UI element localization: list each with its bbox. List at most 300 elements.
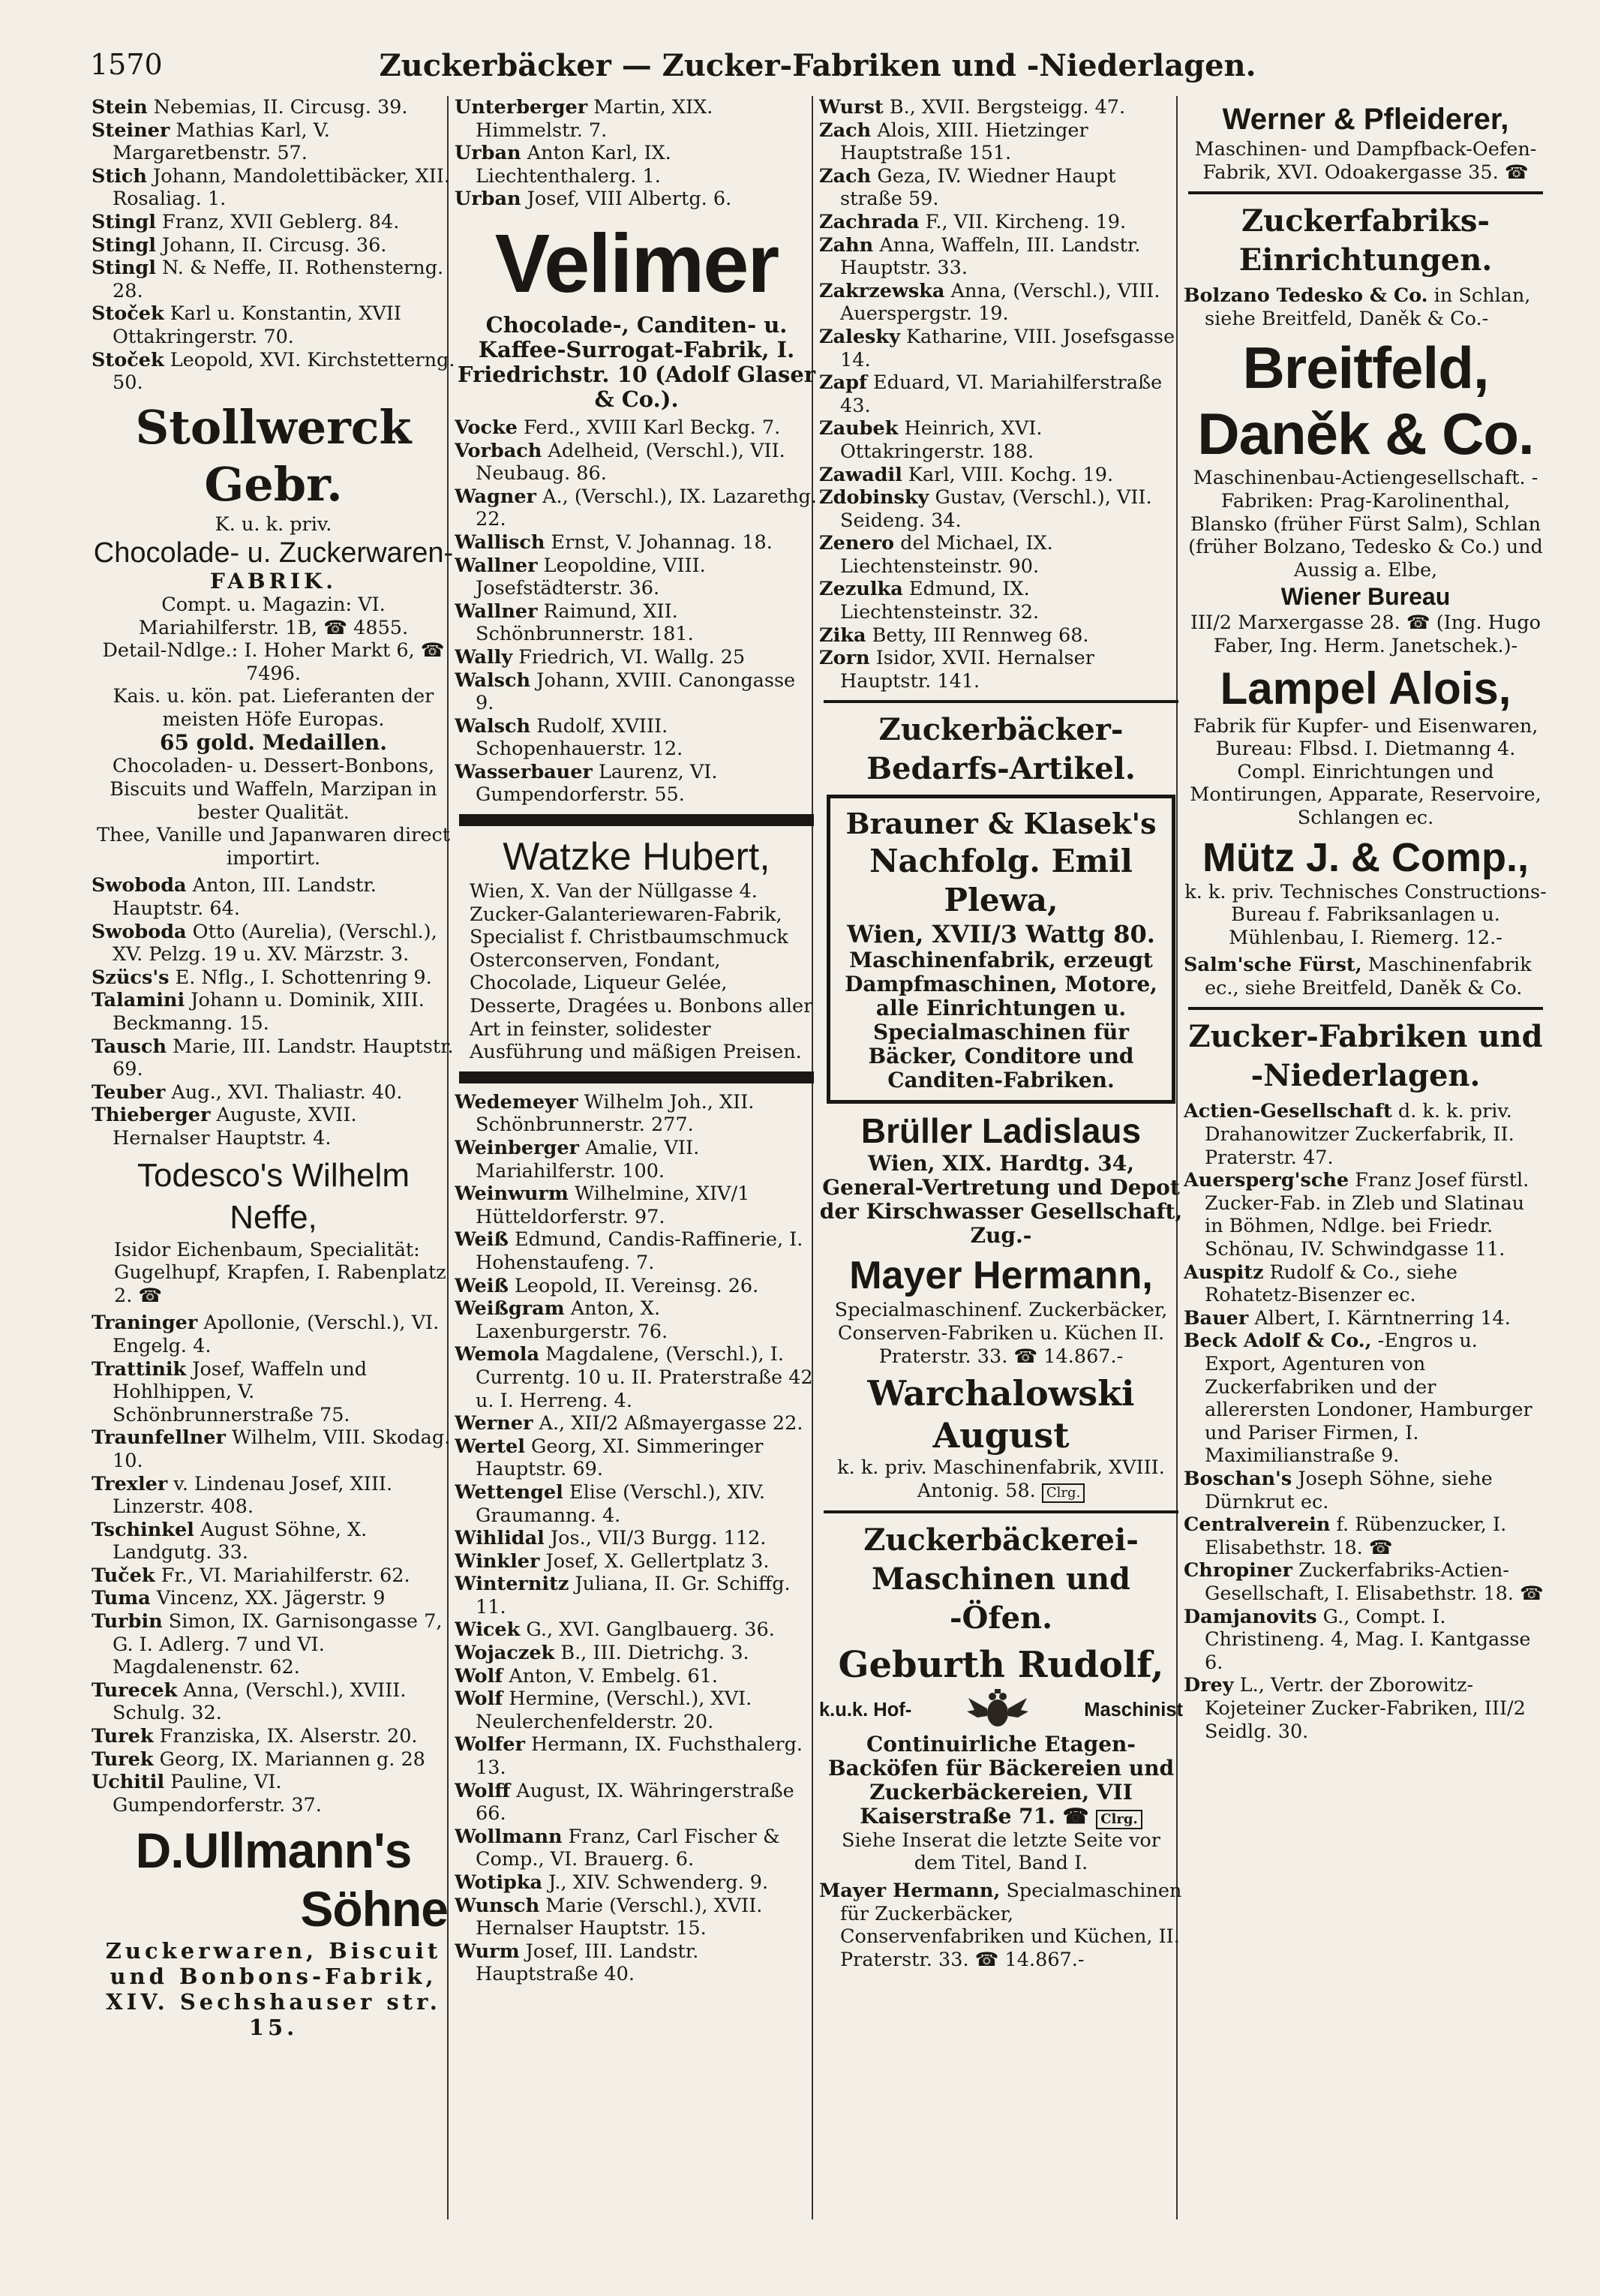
entry-list (1184, 1100, 1547, 1743)
list-item (455, 96, 818, 142)
ad-line: 65 gold. Medaillen. (159, 730, 388, 756)
list-item (92, 1725, 455, 1748)
entry-name: Wasserbauer (455, 760, 593, 783)
entry-text: Franz Josef fürstl. Zucker-Fab. in Zleb und Slatinau in Böhmen, Ndlge. bei Friedr. Schönau, IV. Schwindgasse 11. (1205, 1169, 1529, 1261)
entry-name: Trattinik (92, 1357, 187, 1381)
entry-name: Wolf (455, 1687, 503, 1711)
entry-name: Auersperg'sche (1184, 1169, 1349, 1192)
ad-text: Specialmaschinenf. Zuckerbäcker, Conserven-Fabriken u. Küchen II. Praterstr. 33. ☎ 14.867.- (834, 1299, 1168, 1368)
column-3 (819, 96, 1183, 2219)
page-header (90, 44, 1545, 89)
ad-title: Stollwerck Gebr. (135, 399, 412, 512)
ad-line: Wiener Bureau (1280, 583, 1451, 611)
entry-text: f. Rübenzucker, I. Elisabethstr. 18. ☎ (1205, 1513, 1507, 1559)
entry-text: Fr., VI. Mariahilferstr. 62. (155, 1564, 410, 1587)
entry-text: Leopold, II. Vereinsg. 26. (508, 1274, 759, 1297)
entry-text: J., XIV. Schwenderg. 9. (542, 1871, 769, 1894)
entry-text: Marie, III. Landstr. Hauptstr. 69. (113, 1035, 454, 1081)
list-item (819, 234, 1183, 280)
ad-line: FABRIK. (209, 569, 338, 594)
entry-name: Zenero (819, 532, 895, 555)
column-2 (455, 96, 818, 2219)
entry-name: Centralverein (1184, 1513, 1331, 1537)
ad-text-body: k. k. priv. Maschinenfabrik, XVIII. Antonig. 58. (837, 1456, 1165, 1502)
entry-text: d. k. k. priv. Drahanowitzer Zuckerfabrik, II. Praterstr. 47. (1205, 1100, 1514, 1169)
list-item (92, 1081, 455, 1104)
entry-name: Weinberger (455, 1137, 579, 1159)
list-item (1184, 1307, 1547, 1330)
list-item (455, 1091, 818, 1137)
entry-name: Teuber (92, 1080, 166, 1104)
page-number: 1570 (90, 48, 163, 81)
clearing-stamp: Clrg. (1042, 1483, 1085, 1503)
ad-text: Maschinenfabrik, erzeugt Dampfmaschinen, Motore, alle Einrichtungen u. Specialmaschinen für Bäcker, Conditore und Canditen-Fabriken. (845, 948, 1157, 1093)
ad-title: Söhne (300, 1881, 448, 1937)
list-item (92, 1104, 455, 1150)
entry-name: Wettengel (455, 1480, 563, 1504)
entry-name: Wemola (455, 1343, 539, 1366)
ad-line: Compt. u. Magazin: VI. Mariahilferstr. 1B, ☎ 4855. (138, 593, 409, 639)
entry-text: Aug., XVI. Thaliastr. 40. (165, 1080, 403, 1104)
list-item (455, 1780, 818, 1826)
ad-text: Chocolade-, Canditen- u. Kaffee-Surrogat-Fabrik, I. Friedrichstr. 10 (Adolf Glaser & Co.). (457, 311, 816, 412)
entry-name: Traninger (92, 1312, 198, 1335)
entry-text: Georg, IX. Mariannen g. 28 (153, 1748, 425, 1771)
entry-name: Stoček (92, 348, 164, 371)
entry-text: August, IX. Währingerstraße 66. (476, 1779, 794, 1826)
entry-text: -Engros u. Export, Agenturen von Zuckerfabriken und der allerersten Londoner, Hamburger und Pariser Firmen, I. Maximilianstraße 9. (1205, 1330, 1532, 1468)
ad-text: Fabrik für Kupfer- und Eisenwaren, Bureau: Flbsd. I. Dietmanng 4. Compl. Einrichtungen und Montirungen, Apparate, Reservoire, Schlangen ec. (1190, 714, 1541, 829)
entry-text: Raimund, XII. Schönbrunnerstr. 181. (476, 600, 694, 646)
list-item (92, 257, 455, 302)
list-item (92, 1358, 455, 1427)
ad-line: Thee, Vanille und Japanwaren direct importirt. (97, 824, 450, 870)
entry-text: Heinrich, XVI. Ottakringerstr. 188. (840, 417, 1043, 463)
list-item (1184, 1261, 1547, 1307)
entry-name: Stingl (92, 257, 156, 280)
entry-name: Wolf (455, 1664, 503, 1687)
entry-text: Katharine, VIII. Josefsgasse 14. (840, 325, 1175, 371)
entry-text: Franziska, IX. Alserstr. 20. (153, 1725, 418, 1748)
section-rule (824, 700, 1178, 703)
entry-text: Martin, XIX. Himmelstr. 7. (476, 96, 713, 142)
entry-list (455, 416, 818, 807)
ad-title: D.Ullmann's (135, 1823, 412, 1879)
list-item (819, 96, 1183, 119)
entry-text: August Söhne, X. Landgutg. 33. (113, 1518, 368, 1564)
list-item (455, 1228, 818, 1274)
ad-text: Wien, X. Van der Nüllgasse 4. Zucker-Galanteriewaren-Fabrik, Specialist f. Christbaumschmuck Osterconserven, Fondant, Chocolade, Liqueur Gelée, Desserte, Dragées u. Bonbons aller Art in feinster, solidester Ausführung und mäßigen Preisen. (470, 880, 813, 1064)
entry-name: Talamini (92, 989, 185, 1012)
entry-text: Karl u. Konstantin, XVII Ottakringerstr. 70. (113, 302, 401, 348)
entry-name: Szücs's (92, 966, 170, 989)
ad-title: Breitfeld, (1242, 335, 1489, 401)
list-item (455, 1550, 818, 1573)
entry-name: Swoboda (92, 920, 187, 943)
list-item (455, 1826, 818, 1871)
entry-text: Ferd., XVIII Karl Beckg. 7. (517, 416, 781, 439)
entry-name: Zach (819, 164, 872, 188)
entry-text: Rudolf & Co., siehe Rohatetz-Bisenzer ec. (1205, 1261, 1457, 1307)
list-item (1184, 1674, 1547, 1743)
entry-text: Wilhelm Joh., XII. Schönbrunnerstr. 277. (476, 1090, 755, 1137)
entry-name: Boschan's (1184, 1467, 1292, 1490)
list-item (1184, 1330, 1547, 1468)
entry-text: Friedrich, VI. Wallg. 25 (512, 645, 746, 669)
entry-text: E. Nflg., I. Schottenring 9. (169, 966, 432, 989)
ad-velimer (455, 215, 818, 412)
ad-stollwerck (92, 399, 455, 870)
entry-text: Isidor, XVII. Hernalser Hauptstr. 141. (840, 647, 1094, 693)
ad-ullmann (92, 1821, 455, 2040)
entry-name: Zika (819, 624, 866, 647)
ad-lampel (1184, 663, 1547, 830)
entry-text: A., (Verschl.), IX. Lazarethg. 22. (476, 485, 817, 531)
entry-text: Laurenz, VI. Gumpendorferstr. 55. (476, 760, 718, 807)
entry-text: Johann, II. Circusg. 36. (155, 233, 387, 257)
entry-text: Marie (Verschl.), XVII. Hernalser Hauptstr. 15. (476, 1894, 763, 1940)
list-item (455, 554, 818, 600)
entry-text: Maschinenfabrik ec., siehe Breitfeld, Daněk & Co. (1205, 954, 1532, 999)
ad-line: Kais. u. kön. pat. Lieferanten der meisten Höfe Europas. (113, 685, 434, 731)
entry-text: L., Vertr. der Zborowitz-Kojeteiner Zucker-Fabriken, III/2 Seidlg. 30. (1205, 1674, 1526, 1743)
entry-name: Turek (92, 1748, 154, 1771)
entry-list (92, 874, 455, 1150)
entry-text: Wilhelm, VIII. Skodag. 10. (113, 1426, 451, 1472)
list-item (455, 440, 818, 485)
list-item (92, 1610, 455, 1679)
ad-note: Siehe Inserat die letzte Seite vor dem Titel, Band I. (842, 1829, 1160, 1875)
entry-text: Rudolf, XVIII. Schopenhauerstr. 12. (476, 714, 683, 761)
entry-text: Mathias Karl, V. Margaretbenstr. 57. (113, 119, 330, 165)
list-item (455, 1642, 818, 1665)
entry-text: Joseph Söhne, siehe Dürnkrut ec. (1205, 1467, 1493, 1513)
ad-text: k. k. priv. Technisches Constructions-Bureau f. Fabriksanlagen u. Mühlenbau, I. Riemerg. 12.- (1184, 880, 1547, 949)
list-item (455, 1733, 818, 1779)
list-item (92, 1587, 455, 1610)
entry-text: B., III. Dietrichg. 3. (554, 1642, 749, 1665)
ad-text (819, 1456, 1183, 1503)
entry-list (819, 96, 1183, 693)
section-heading: Zucker-Fabriken und -Niederlagen. (1188, 1019, 1543, 1094)
ad-line: Chocolade- u. Zuckerwaren- (93, 537, 454, 569)
entry-list (92, 96, 455, 395)
entry-text: Leopold, XVI. Kirchstetterng. 50. (113, 348, 455, 395)
list-item (92, 966, 455, 990)
entry-name: Wojaczek (455, 1642, 555, 1665)
section-heading: Zuckerfabriks-Einrichtungen. (1238, 203, 1493, 278)
list-item (819, 211, 1183, 234)
entry-text: Josef, X. Gellertplatz 3. (539, 1549, 770, 1573)
ad-line: Detail-Ndlge.: I. Hoher Markt 6, ☎ 7496. (102, 639, 445, 685)
list-item (455, 1665, 818, 1688)
entry-name: Wallner (455, 600, 538, 623)
entry-name: Uchitil (92, 1771, 165, 1794)
entry-text: Vincenz, XX. Jägerstr. 9 (150, 1587, 386, 1610)
entry-name: Stingl (92, 233, 156, 257)
list-item (819, 647, 1183, 693)
list-item (92, 1519, 455, 1564)
section-heading: Zuckerbäcker-Bedarfs-Artikel. (866, 712, 1136, 787)
list-item (92, 1426, 455, 1472)
entry-text: Leopoldine, VIII. Josefstädterstr. 36. (476, 554, 706, 600)
entry-text: v. Lindenau Josef, XIII. Linzerstr. 408. (113, 1472, 393, 1519)
ad-title: Brüller Ladislaus (860, 1111, 1142, 1151)
entry-name: Drey (1184, 1674, 1234, 1697)
entry-name: Werner (455, 1412, 533, 1435)
list-item (455, 416, 818, 440)
list-item (819, 165, 1183, 211)
entry-text: F., VII. Kircheng. 19. (919, 210, 1127, 233)
list-item (819, 578, 1183, 624)
list-item (455, 1895, 818, 1940)
entry-list (455, 1091, 818, 1986)
ad-todesco (92, 1155, 455, 1308)
list-item (92, 1473, 455, 1519)
ad-text: Maschinen- und Dampfback-Oefen-Fabrik, XVI. Odoakergasse 35. ☎ (1194, 138, 1537, 184)
entry-name: Trexler (92, 1472, 168, 1495)
entry-name: Wurm (455, 1940, 520, 1963)
entry-text: Jos., VII/3 Burgg. 112. (544, 1527, 767, 1550)
entry-name: Beck Adolf & Co., (1184, 1330, 1372, 1353)
list-item (92, 234, 455, 257)
ad-title: Velimer (494, 217, 779, 310)
entry-name: Swoboda (92, 874, 187, 897)
list-item (455, 646, 818, 669)
entry-text: Anna, Waffeln, III. Landstr. Hauptstr. 33. (840, 233, 1141, 280)
column-1 (92, 96, 455, 2219)
entry-name: Weiß (455, 1274, 509, 1297)
list-item (455, 485, 818, 531)
entry-name: Wallisch (455, 530, 545, 554)
list-item (92, 921, 455, 966)
entry-name: Wicek (455, 1618, 521, 1642)
entry-name: Stich (92, 164, 147, 188)
list-item (1184, 1169, 1547, 1261)
list-item (455, 1275, 818, 1298)
list-item (819, 486, 1183, 532)
entry-name: Winternitz (455, 1573, 569, 1596)
list-item (455, 1618, 818, 1642)
ad-geburth (819, 1642, 1183, 1875)
entry-text: Johann, Mandolettibäcker, XII. Rosaliag. 1. (113, 164, 450, 211)
ad-line: Maschinist (1084, 1699, 1183, 1720)
entry-name: Turek (92, 1725, 154, 1748)
entry-text: Franz, XVII Geblerg. 84. (155, 210, 400, 233)
entry-text: Anna, (Verschl.), XVIII. Schulg. 32. (113, 1678, 407, 1725)
entry-name: Urban (455, 188, 521, 211)
double-eagle-icon (964, 1687, 1031, 1733)
list-item (92, 1679, 455, 1725)
ad-crest-line (819, 1687, 1183, 1733)
entry-text: Josef, VIII Albertg. 6. (521, 188, 732, 211)
section-heading: Zuckerbäckerei-Maschinen und -Öfen. (863, 1522, 1139, 1636)
ad-line: K. u. k. priv. (215, 512, 332, 536)
entry-text: del Michael, IX. Liechtensteinstr. 90. (840, 532, 1053, 578)
entry-text: Nebemias, II. Circusg. 39. (147, 96, 408, 119)
entry-text: Johann u. Dominik, XIII. Beckmanng. 15. (113, 989, 425, 1035)
list-item (819, 624, 1183, 648)
entry-text: Albert, I. Kärntnerring 14. (1248, 1306, 1511, 1330)
section-rule (1188, 1007, 1543, 1010)
list-item (92, 1564, 455, 1588)
entry-list (455, 96, 818, 211)
list-item (92, 119, 455, 165)
list-item (455, 669, 818, 715)
entry-name: Wurst (819, 96, 884, 119)
ad-brauner (827, 795, 1175, 1104)
entry-text: B., XVII. Bergsteigg. 47. (883, 96, 1126, 119)
entry-name: Chropiner (1184, 1559, 1292, 1582)
entry-name: Wunsch (455, 1894, 540, 1917)
entry-name: Traunfellner (92, 1426, 226, 1450)
list-item (92, 1771, 455, 1817)
entry-name: Wallner (455, 554, 538, 577)
entry-name: Stingl (92, 210, 156, 233)
list-item (455, 600, 818, 646)
list-item (455, 761, 818, 807)
entry-name: Damjanovits (1184, 1605, 1317, 1628)
list-item (1184, 1468, 1547, 1513)
running-title: Zuckerbäcker — Zucker-Fabriken und -Niederlagen. (379, 48, 1256, 83)
entry-name: Wertel (455, 1435, 525, 1458)
entry-text: Franz, Carl Fischer & Comp., VI. Brauerg. 6. (476, 1825, 780, 1871)
ad-muetz (1184, 834, 1547, 950)
ad-title: Mütz J. & Comp., (1202, 834, 1529, 880)
entry-text: Gustav, (Verschl.), VII. Seideng. 34. (840, 486, 1152, 532)
list-item (819, 119, 1183, 165)
entry-text: Alois, XIII. Hietzinger Hauptstraße 151. (840, 119, 1088, 165)
ad-text: Maschinenbau-Actiengesellschaft. -Fabriken: Prag-Karolinenthal, Blansko (früher Fürst Salm), Schlan (früher Bolzano, Tedesko & Co.) und Aussig a. Elbe, (1188, 467, 1543, 582)
entry-text: Hermann, IX. Fuchsthalerg. 13. (476, 1733, 803, 1780)
entry-text: G., Compt. I. Christineng. 4, Mag. I. Kantgasse 6. (1205, 1605, 1531, 1674)
entry-name: Stein (92, 96, 148, 119)
entry-name: Zachrada (819, 210, 920, 233)
entry-name: Tuma (92, 1587, 151, 1610)
list-item (1184, 954, 1547, 999)
entry-name: Vocke (455, 416, 518, 439)
entry-name: Wotipka (455, 1871, 543, 1894)
entry-name: Thieberger (92, 1104, 211, 1127)
list-item (455, 1940, 818, 1986)
entry-text: in Schlan, siehe Breitfeld, Daněk & Co.- (1205, 284, 1531, 330)
ad-line: Wien, XVII/3 Wattg 80. (847, 920, 1155, 949)
entry-name: Wihlidal (455, 1527, 545, 1550)
entry-text: Zuckerfabriks-Actien-Gesellschaft, I. Elisabethstr. 18. ☎ (1205, 1559, 1544, 1605)
list-item (455, 1297, 818, 1343)
ad-title: Brauner & Klasek's (845, 807, 1157, 841)
list-item (92, 211, 455, 234)
list-item (455, 1137, 818, 1183)
list-item (455, 1687, 818, 1733)
entry-text: Anton, V. Embelg. 61. (503, 1664, 719, 1687)
list-item (92, 96, 455, 119)
ad-text: Isidor Eichenbaum, Specialität: Gugelhupf, Krapfen, I. Rabenplatz 2. ☎ (114, 1238, 446, 1307)
list-item (455, 1481, 818, 1527)
ad-watzke (455, 834, 818, 1064)
ad-title: Lampel Alois, (1220, 663, 1511, 714)
entry-text: Anton Karl, IX. Liechtenthalerg. 1. (476, 142, 671, 188)
entry-name: Zorn (819, 647, 870, 670)
list-item (455, 1573, 818, 1618)
list-item (1184, 284, 1547, 330)
entry-name: Urban (455, 142, 521, 165)
entry-text: Anton, X. Laxenburgerstr. 76. (476, 1297, 668, 1343)
ad-title: Geburth Rudolf, (838, 1643, 1164, 1686)
entry-text: Josef, III. Landstr. Hauptstraße 40. (476, 1940, 699, 1986)
entry-text: Specialmaschinen für Zuckerbäcker, Conservenfabriken und Küchen, II. Praterstr. 33. ☎ 14.867.- (840, 1880, 1182, 1971)
entry-name: Zawadil (819, 463, 902, 486)
entry-name: Weißgram (455, 1297, 565, 1321)
entry-name: Steiner (92, 119, 170, 142)
ad-text (819, 1733, 1183, 1829)
entry-name: Winkler (455, 1549, 540, 1573)
entry-text: Georg, XI. Simmeringer Hauptstr. 69. (476, 1435, 764, 1481)
list-item (92, 349, 455, 395)
list-item (455, 1343, 818, 1412)
entry-name: Wolfer (455, 1733, 525, 1757)
list-item (92, 874, 455, 920)
entry-text: Ernst, V. Johannag. 18. (545, 530, 773, 554)
entry-text: Pauline, VI. Gumpendorferstr. 37. (113, 1771, 322, 1817)
list-item (455, 1412, 818, 1435)
entry-text: Edmund, Candis-Raffinerie, I. Hohenstaufeng. 7. (476, 1228, 803, 1274)
entry-name: Zdobinsky (819, 486, 929, 509)
list-item (819, 280, 1183, 326)
entry-name: Wedemeyer (455, 1090, 578, 1113)
list-item (92, 302, 455, 348)
ad-title: Nachfolg. Emil Plewa, (869, 843, 1133, 919)
list-item (455, 1435, 818, 1481)
entry-text: G., XVI. Ganglbauerg. 36. (520, 1618, 775, 1642)
list-item (92, 989, 455, 1035)
list-item (92, 1035, 455, 1081)
entry-text: Apollonie, (Verschl.), VI. Engelg. 4. (113, 1312, 440, 1357)
entry-name: Zahn (819, 233, 874, 257)
entry-name: Wally (455, 645, 513, 669)
section-rule (824, 1510, 1178, 1513)
ad-title: Werner & Pfleiderer, (1222, 103, 1509, 136)
entry-name: Turbin (92, 1610, 163, 1633)
entry-name: Stoček (92, 302, 164, 326)
list-item (455, 531, 818, 554)
entry-text: Geza, IV. Wiedner Haupt straße 59. (840, 164, 1116, 211)
ad-mayer (819, 1252, 1183, 1368)
list-item (455, 1871, 818, 1895)
entry-name: Wolff (455, 1779, 511, 1802)
entry-text: Josef, Waffeln und Hohlhippen, V. Schönbrunnerstraße 75. (113, 1357, 368, 1426)
entry-text: Auguste, XVII. Hernalser Hauptstr. 4. (113, 1104, 357, 1150)
entry-name: Wollmann (455, 1825, 563, 1848)
entry-name: Tausch (92, 1035, 167, 1058)
entry-text: Edmund, IX. Liechtensteinstr. 32. (840, 578, 1040, 624)
entry-name: Mayer Hermann, (819, 1880, 1001, 1902)
entry-text: Eduard, VI. Mariahilferstraße 43. (840, 371, 1163, 417)
entry-list (92, 1312, 455, 1817)
list-item (819, 371, 1183, 417)
list-item (455, 188, 818, 211)
ad-title: Watzke Hubert, (503, 835, 770, 879)
list-item (819, 1880, 1183, 1971)
entry-name: Wagner (455, 485, 536, 508)
entry-name: Tuček (92, 1564, 155, 1587)
entry-text: Wilhelmine, XIV/1 Hütteldorferstr. 97. (476, 1183, 750, 1228)
ad-brueller (819, 1110, 1183, 1248)
ad-rule (459, 1071, 814, 1083)
ad-breitfeld (1184, 335, 1547, 657)
entry-name: Zakrzewska (819, 279, 945, 302)
ad-line: III/2 Marxergasse 28. ☎ (Ing. Hugo Faber, Ing. Herm. Janetschek.)- (1190, 612, 1541, 657)
